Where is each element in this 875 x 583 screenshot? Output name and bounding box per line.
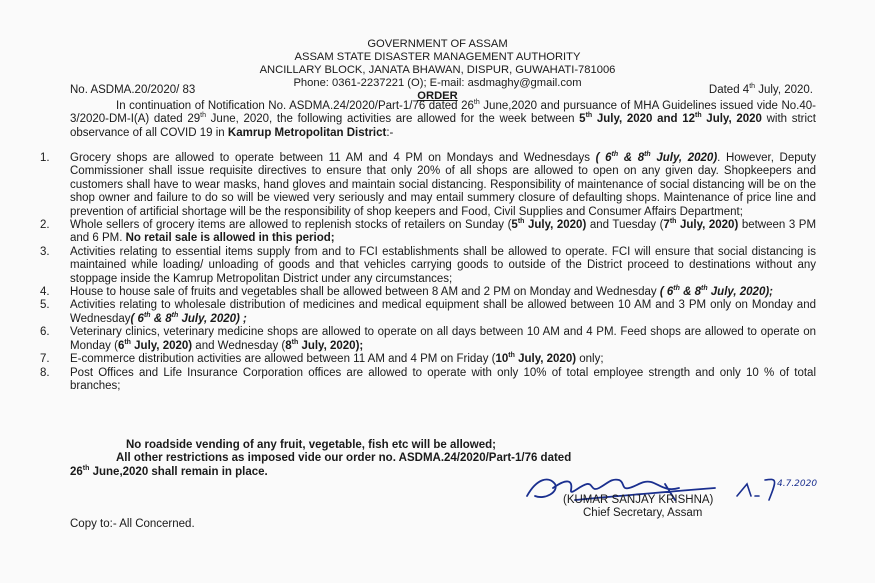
letterhead-address: ANCILLARY BLOCK, JANATA BHAWAN, DISPUR, GUWAHATI-781006 (259, 64, 616, 76)
list-item (40, 152, 816, 219)
signature-date: 4.7.2020 (777, 479, 818, 489)
list-item (40, 353, 816, 366)
copy-to: Copy to:- All Concerned. (70, 518, 195, 530)
letterhead-government: GOVERNMENT OF ASSAM (367, 38, 508, 50)
closing-line-vending: No roadside vending of any fruit, vegetable, fish etc will be allowed; (126, 439, 496, 451)
list-item (40, 367, 816, 394)
order-title: ORDER (417, 90, 458, 102)
item-text: Veterinary clinics, veterinary medicine shops are allowed to operate on all days between 10 AM and 4 PM. Feed shops are allowed to operate on Monday (6th July, 2020) and Wednesday (8th July, 2020); (70, 326, 816, 352)
order-date: Dated 4th July, 2020. (708, 83, 813, 96)
signatory-title: Chief Secretary, Assam (583, 506, 703, 519)
item-number: 6. (40, 326, 50, 339)
reference-number: No. ASDMA.20/2020/ 83 (70, 84, 196, 96)
item-text: Post Offices and Life Insurance Corporation offices are allowed to operate with only 10% of total employee strength and only 10 % of total branches; (70, 366, 816, 392)
list-item (40, 246, 816, 286)
item-number: 3. (40, 245, 50, 258)
list-item (40, 299, 816, 326)
item-number: 8. (40, 366, 50, 379)
item-text: Activities relating to wholesale distribution of medicines and medical equipment shall be allowed between 10 AM and 3 PM only on Monday and Wednesday( 6th & 8th July, 2020) ; (70, 299, 816, 325)
item-number: 7. (40, 353, 50, 366)
item-text: Grocery shops are allowed to operate between 11 AM and 4 PM on Mondays and Wednesdays ( 6th & 8th July, 2020). However, Deputy Commissioner shall issue requisite directives to ensure that only 20% of all shops are allowed to open on any given day. Shopkeepers and customers shall have to wear masks, hand gloves and maintain social distancing. Responsibility of maintenance of social distancing will be on the shop owner and failure to do so will be viewed very seriously and may entail summery closure of defaulting shops. Maintenance of price line and prevention of artificial shortage will be the responsibility of shop keepers and Food, Civil Supplies and Consumer Affairs Department; (70, 151, 816, 218)
item-number: 4. (40, 286, 50, 299)
letterhead-authority: ASSAM STATE DISASTER MANAGEMENT AUTHORITY (294, 51, 581, 63)
item-text: House to house sale of fruits and vegetables shall be allowed between 8 AM and 2 PM on Monday and Wednesday ( 6th & 8th July, 2020); (70, 285, 774, 299)
signatory-name: (KUMAR SANJAY KRISHNA) (563, 494, 714, 506)
signatory-block (563, 494, 713, 519)
intro-paragraph: In continuation of Notification No. ASDMA.24/2020/Part-1/76 dated 26th June,2020 and pursuance of MHA Guidelines issued vide No.40-3/2020-DM-I(A) dated 29th June, 2020, the following activities are allowed for the week between 5th July, 2020 and 12th July, 2020 with strict observance of all COVID 19 in Kamrup Metropolitan District:- (70, 99, 816, 139)
activity-list (40, 152, 816, 393)
item-number: 1. (40, 152, 50, 164)
closing-line-date: 26th June,2020 shall remain in place. (70, 464, 268, 478)
item-text: Activities relating to essential items supply from and to FCI establishments shall be allowed to operate. FCI will ensure that social distancing is maintained while loading/ unloading of goods and that vehicles carrying goods to outside of the District proceed to destinations without any stoppage inside the Kamrup Metropolitan District under any circumstances; (70, 245, 816, 285)
closing-line-restrictions: All other restrictions as imposed vide our order no. ASDMA.24/2020/Part-1/76 dated (116, 452, 572, 465)
list-item (40, 326, 816, 353)
list-item (40, 286, 816, 299)
letterhead-contact: Phone: 0361-2237221 (O); E-mail: asdmaghy@gmail.com (293, 77, 582, 89)
item-number: 5. (40, 299, 50, 312)
item-text: Whole sellers of grocery items are allowed to replenish stocks of retailers on Sunday (5th July, 2020) and Tuesday (7th July, 2020) between 3 PM and 6 PM. No retail sale is allowed in this period; (70, 218, 817, 245)
item-text: E-commerce distribution activities are allowed between 11 AM and 4 PM on Friday (10th July, 2020) only; (70, 352, 604, 366)
list-item (40, 219, 816, 246)
item-number: 2. (40, 219, 50, 232)
